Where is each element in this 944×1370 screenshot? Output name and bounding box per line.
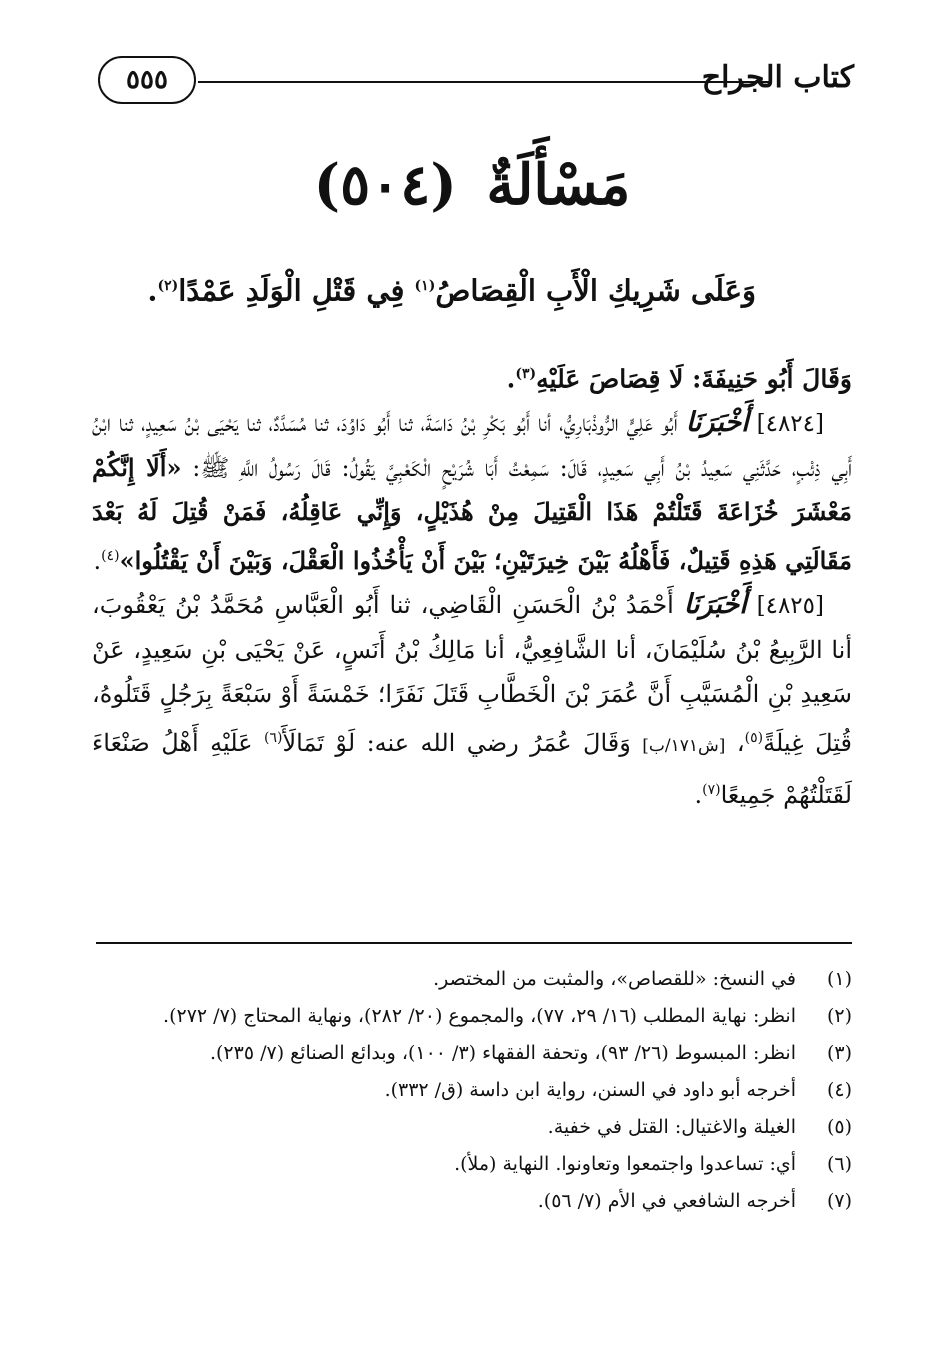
footnote-item (92, 962, 852, 996)
footnote-text: انظر: نهاية المطلب (١٦/ ٢٩، ٧٧)، والمجموع (٢٠/ ٢٨٢)، ونهاية المحتاج (٧/ ٢٧٢). (163, 1005, 796, 1027)
chapter-title: كتاب الجراح (701, 60, 854, 95)
footnote-marker: (٧) (702, 782, 721, 799)
isnad-text: أَحْمَدُ بْنُ الْحَسَنِ الْقَاضِي، ثنا أَبُو الْعَبَّاسِ مُحَمَّدُ بْنُ يَعْقُوبَ، أنا الرَّبِيعُ بْنُ سُلَيْمَانَ، أنا الشَّافِعِيُّ، أنا مَالِكُ بْنُ أَنَسٍ، عَنْ يَحْيَى بْنِ سَعِيدٍ، عَنْ سَعِيدِ بْنِ الْمُسَيَّبِ أَنَّ عُمَرَ بْنَ الْخَطَّابِ قَتَلَ نَفَرًا؛ خَمْسَةً أَوْ سَبْعَةً بِرَجُلٍ قَتَلُوهُ، قُتِلَ غِيلَةً (92, 591, 853, 758)
footnote-number: (١) (826, 968, 852, 990)
footnote-marker: (٦) (263, 730, 283, 747)
hadith-end: . (694, 781, 703, 810)
akhbarana-label: أَخْبَرَنَا (683, 589, 747, 621)
footnote-text: انظر: المبسوط (٢٦/ ٩٣)، وتحفة الفقهاء (٣/ ١٠٠)، وبدائع الصنائع (٧/ ٢٣٥). (209, 1042, 796, 1064)
hadith-4824 (92, 401, 852, 583)
header-rule (198, 81, 770, 83)
footnote-number: (٧) (826, 1190, 852, 1212)
hadith-end: . (93, 547, 102, 576)
footnote-marker: (٥) (744, 730, 764, 747)
footnote-text: الغيلة والاغتيال: القتل في خفية. (547, 1116, 796, 1138)
footnote-marker: (١) (414, 278, 436, 294)
umar-quote-end: عَلَيْهِ أَهْلُ صَنْعَاءَ لَقَتَلْتُهُمْ جَمِيعًا (92, 729, 852, 810)
hadith-ref: [٤٨٢٥] (756, 593, 824, 620)
issue-end: . (147, 273, 158, 308)
hadith-ref: [٤٨٢٤] (756, 411, 824, 438)
issue-text-b: فِي قَتْلِ الْوَلَدِ عَمْدًا (178, 273, 415, 308)
hadith-4825 (92, 583, 852, 817)
running-header (98, 52, 854, 108)
body-text (92, 352, 852, 817)
footnote-text: أخرجه الشافعي في الأم (٧/ ٥٦). (537, 1190, 796, 1212)
footnote-text: في النسخ: «للقصاص»، والمثبت من المختصر. (433, 968, 796, 990)
footnote-marker: (٣) (515, 366, 537, 382)
footnote-text: أخرجه أبو داود في السنن، رواية ابن داسة (ق/ ٣٣٢). (384, 1079, 796, 1101)
issue-text-a: وَعَلَى شَرِيكِ الْأَبِ الْقِصَاصُ (435, 273, 756, 308)
footnote-item (92, 1073, 852, 1107)
akhbarana-label: أَخْبَرَنَا (685, 407, 749, 439)
hanifa-opinion (92, 352, 852, 401)
hanifa-end: . (506, 364, 516, 394)
matn-text: «أَلَا إِنَّكُمْ مَعْشَرَ خُزَاعَةَ قَتَلْتُمْ هَذَا الْقَتِيلَ مِنْ هُذَيْلٍ، وَإِنِّي عَاقِلُهُ، فَمَنْ قُتِلَ لَهُ بَعْدَ مَقَالَتِي هَذِهِ قَتِيلٌ، فَأَهْلُهُ بَيْنَ خِيرَتَيْنِ؛ بَيْنَ أَنْ يَأْخُذُوا الْعَقْلَ، وَبَيْنَ أَنْ يَقْتُلُوا» (92, 453, 852, 576)
separator-text: ، (725, 729, 745, 758)
section-title-label: مَسْأَلَةٌ (486, 152, 631, 218)
footnote-item (92, 999, 852, 1033)
section-number: (٥٠٤) (313, 152, 457, 218)
manuscript-folio-ref: [ش١٧١/ب] (642, 736, 726, 757)
footnote-number: (٤) (826, 1079, 852, 1101)
footnotes (92, 962, 852, 1221)
footnote-number: (٣) (826, 1042, 852, 1064)
footnote-number: (٥) (826, 1116, 852, 1138)
footnote-number: (٢) (826, 1005, 852, 1027)
footnote-text: أي: تساعدوا واجتمعوا وتعاونوا. النهاية (ملأ). (454, 1153, 796, 1175)
footnote-divider (96, 942, 852, 944)
issue-statement (147, 262, 756, 315)
footnote-number: (٦) (826, 1153, 852, 1175)
footnote-marker: (٢) (157, 278, 179, 294)
footnote-item (92, 1147, 852, 1181)
footnote-marker: (٤) (101, 548, 120, 565)
footnote-item (92, 1184, 852, 1218)
section-title (0, 130, 944, 240)
hanifa-text: وَقَالَ أَبُو حَنِيفَةَ: لَا قِصَاصَ عَلَيْهِ (536, 364, 852, 394)
page-number: ٥٥٥ (98, 56, 196, 104)
umar-quote: وَقَالَ عُمَرُ رضي الله عنه: لَوْ تَمَالَأَ (282, 729, 643, 758)
footnote-item (92, 1036, 852, 1070)
isnad-text: أَبُو عَلِيٍّ الرُّوذْبَارِيُّ، أنا أَبُو بَكْرِ بْنُ دَاسَةَ، ثنا أَبُو دَاوُدَ، ثنا مُسَدَّدٌ، ثنا يَحْيَى بْنُ سَعِيدٍ، ثنا ابْنُ أَبِي ذِئْبٍ، حَدَّثَنِي سَعِيدُ بْنُ أَبِي سَعِيدٍ، قَالَ: سَمِعْتُ أَبَا شُرَيْحٍ الْكَعْبِيَّ يَقُولُ: قَالَ رَسُولُ اللَّهِ ﷺ: (92, 409, 852, 483)
footnote-item (92, 1110, 852, 1144)
